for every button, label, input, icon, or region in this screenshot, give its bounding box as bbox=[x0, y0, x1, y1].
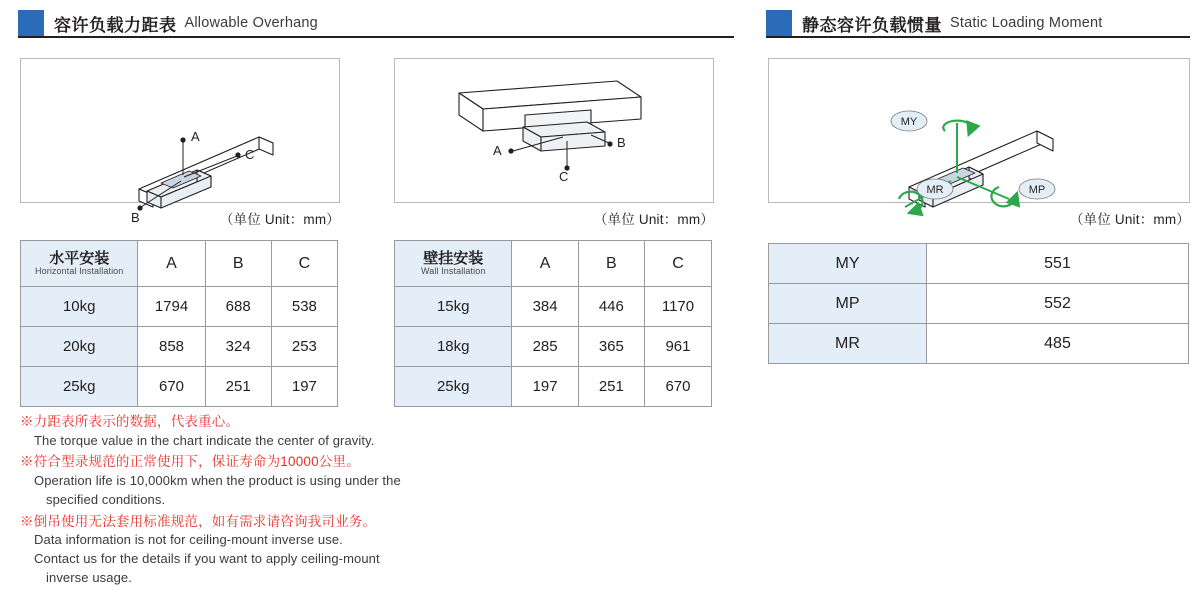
table-row bbox=[769, 324, 1189, 364]
cell-value: 1170 bbox=[644, 287, 711, 327]
table-corner-header-cn: 壁挂安装 bbox=[423, 249, 484, 267]
section-title-cn: 静态容许负载惯量 bbox=[802, 15, 942, 35]
section-header-static-loading-moment bbox=[766, 10, 1190, 36]
table-horizontal-installation bbox=[20, 240, 338, 407]
row-label: 25kg bbox=[395, 367, 512, 407]
moment-label-mr bbox=[917, 179, 953, 199]
cell-value: 858 bbox=[138, 327, 205, 367]
figure-label-a: A bbox=[493, 143, 502, 158]
cell-value: 551 bbox=[927, 244, 1189, 284]
footnote-cn-3: ※倒吊使用无法套用标准规范，如有需求请咨询我司业务。 bbox=[20, 513, 377, 529]
accent-bar-icon bbox=[18, 10, 44, 36]
column-header-b: B bbox=[578, 241, 644, 287]
cell-value: 285 bbox=[512, 327, 578, 367]
cell-value: 446 bbox=[578, 287, 644, 327]
table-row bbox=[395, 367, 712, 407]
table-wall-installation bbox=[394, 240, 712, 407]
cell-value: 670 bbox=[138, 367, 205, 407]
cell-value: 384 bbox=[512, 287, 578, 327]
row-label: MR bbox=[769, 324, 927, 364]
row-label: MY bbox=[769, 244, 927, 284]
row-label: 20kg bbox=[21, 327, 138, 367]
cell-value: 670 bbox=[644, 367, 711, 407]
figure-label-c: C bbox=[245, 147, 255, 162]
figure-wall-installation bbox=[394, 58, 714, 203]
table-corner-header bbox=[395, 241, 512, 287]
footnote-cn-2: ※符合型录规范的正常使用下，保证寿命为10000公里。 bbox=[20, 454, 360, 470]
table-header-row bbox=[395, 241, 712, 287]
footnote-en-3c: inverse usage. bbox=[46, 569, 132, 585]
cell-value: 1794 bbox=[138, 287, 205, 327]
cell-value: 197 bbox=[271, 367, 337, 407]
figure-label-b: B bbox=[617, 135, 626, 150]
section-header-allowable-overhang bbox=[18, 10, 734, 36]
cell-value: 251 bbox=[578, 367, 644, 407]
unit-note-1: （单位 Unit：mm） bbox=[219, 212, 340, 227]
cell-value: 324 bbox=[205, 327, 271, 367]
column-header-c: C bbox=[644, 241, 711, 287]
cell-value: 485 bbox=[927, 324, 1189, 364]
column-header-c: C bbox=[271, 241, 337, 287]
footnote-en-2b: specified conditions. bbox=[46, 491, 166, 507]
table-static-loading-moment bbox=[768, 243, 1189, 364]
accent-bar-icon bbox=[766, 10, 792, 36]
svg-text:MP: MP bbox=[1028, 184, 1046, 196]
cell-value: 253 bbox=[271, 327, 337, 367]
cell-value: 251 bbox=[205, 367, 271, 407]
footnote-en-2a: Operation life is 10,000km when the product is using under the bbox=[34, 472, 401, 488]
cell-value: 961 bbox=[644, 327, 711, 367]
cell-value: 552 bbox=[927, 284, 1189, 324]
table-corner-header-cn: 水平安装 bbox=[49, 249, 110, 267]
figure-label-b: B bbox=[131, 210, 140, 225]
section-title-en: Static Loading Moment bbox=[950, 15, 1103, 31]
svg-text:MR: MR bbox=[926, 184, 944, 196]
unit-note-3: （单位 Unit：mm） bbox=[1069, 212, 1190, 227]
column-header-b: B bbox=[205, 241, 271, 287]
section-title-en: Allowable Overhang bbox=[184, 15, 318, 31]
footnote-en-3a: Data information is not for ceiling-mount inverse use. bbox=[34, 532, 343, 548]
header-rule bbox=[766, 36, 1190, 38]
cell-value: 688 bbox=[205, 287, 271, 327]
unit-note-2: （单位 Unit：mm） bbox=[593, 212, 714, 227]
cell-value: 365 bbox=[578, 327, 644, 367]
table-row bbox=[21, 287, 338, 327]
row-label: 10kg bbox=[21, 287, 138, 327]
table-corner-header-en: Horizontal Installation bbox=[35, 265, 124, 276]
moment-label-mp bbox=[1019, 179, 1055, 199]
column-header-a: A bbox=[138, 241, 205, 287]
header-rule bbox=[18, 36, 734, 38]
row-label: MP bbox=[769, 284, 927, 324]
table-corner-header bbox=[21, 241, 138, 287]
footnote-en-3b: Contact us for the details if you want to apply ceiling-mount bbox=[34, 551, 380, 567]
table-header-row bbox=[21, 241, 338, 287]
column-header-a: A bbox=[512, 241, 578, 287]
table-row bbox=[395, 287, 712, 327]
moment-label-my bbox=[891, 111, 927, 131]
row-label: 15kg bbox=[395, 287, 512, 327]
row-label: 18kg bbox=[395, 327, 512, 367]
table-corner-header-en: Wall Installation bbox=[421, 265, 486, 276]
row-label: 25kg bbox=[21, 367, 138, 407]
table-row bbox=[395, 327, 712, 367]
footnotes bbox=[20, 410, 620, 588]
cell-value: 197 bbox=[512, 367, 578, 407]
figure-label-c: C bbox=[559, 169, 569, 184]
table-row bbox=[21, 327, 338, 367]
footnote-cn-1: ※力距表所表示的数据，代表重心。 bbox=[20, 414, 240, 429]
figure-static-loading-moment bbox=[768, 58, 1190, 203]
footnote-en-1: The torque value in the chart indicate the center of gravity. bbox=[34, 432, 375, 448]
cell-value: 538 bbox=[271, 287, 337, 327]
table-row bbox=[769, 244, 1189, 284]
table-row bbox=[769, 284, 1189, 324]
table-row bbox=[21, 367, 338, 407]
section-title-cn: 容许负载力距表 bbox=[54, 15, 177, 35]
svg-text:MY: MY bbox=[900, 116, 918, 128]
figure-label-a: A bbox=[191, 129, 200, 144]
